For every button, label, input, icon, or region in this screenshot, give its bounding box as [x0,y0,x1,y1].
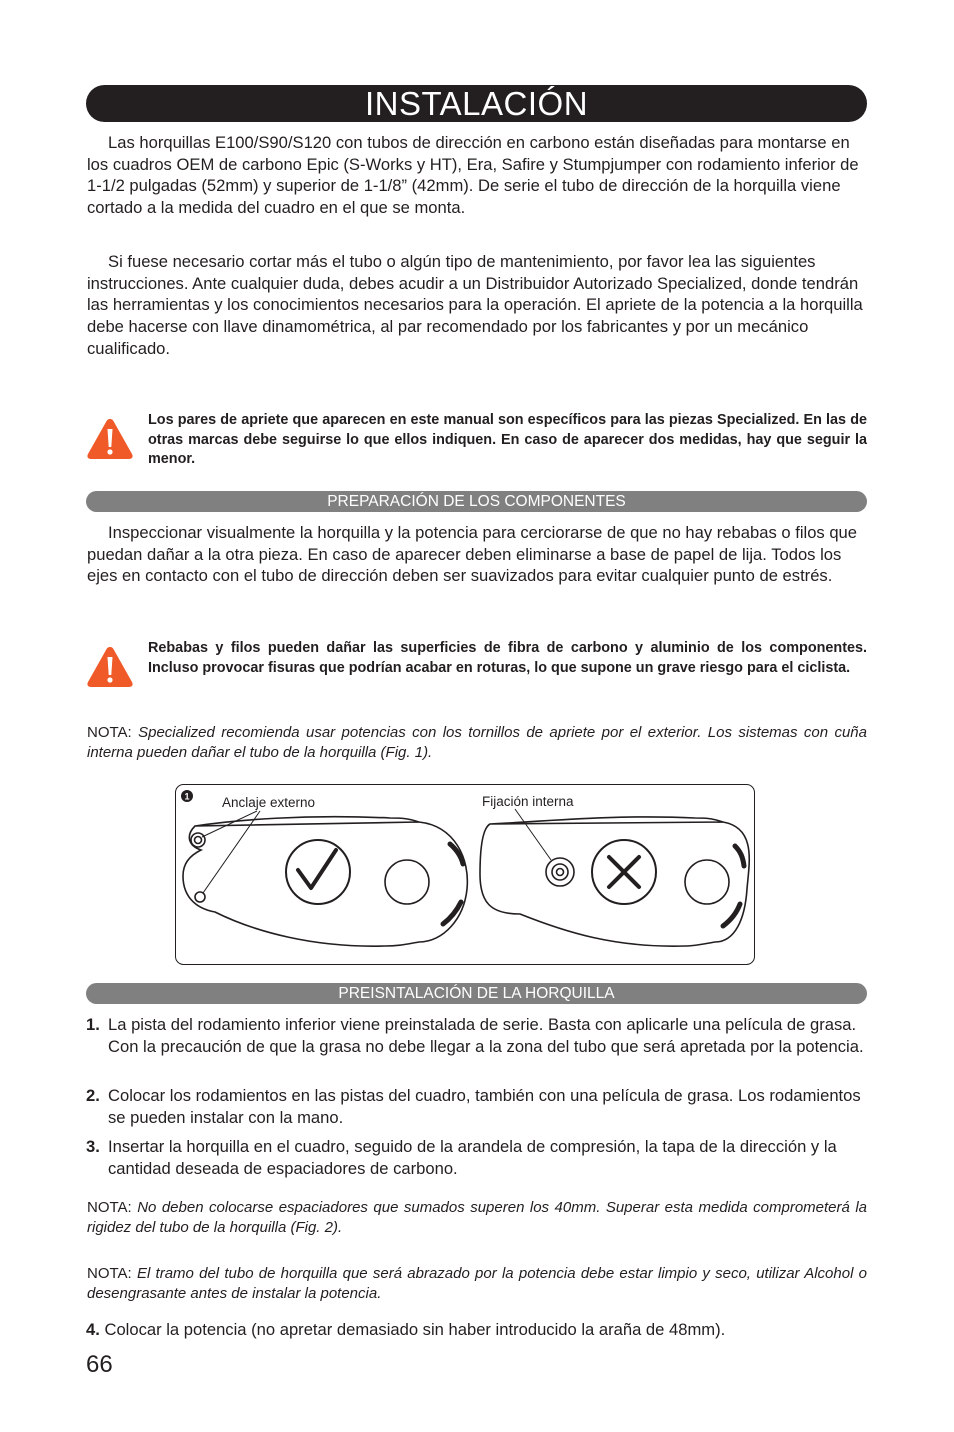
page-title: INSTALACIÓN [86,85,867,122]
list-item-text: La pista del rodamiento inferior viene preinstalada de serie. Basta con aplicarle una película de grasa. Con la precaución de que la grasa no debe llegar a la zona del tubo que será apretada por la potencia. [108,1015,864,1056]
warning-box-1 [86,411,867,481]
list-item [86,1085,867,1128]
list-item-text: Colocar la potencia (no apretar demasiado sin haber introducido la araña de 48mm). [99,1320,726,1339]
nota-text: El tramo del tubo de horquilla que será abrazado por la potencia debe estar limpio y seco, utilizar Alcohol o desengrasante antes de instalar la potencia. [87,1265,867,1302]
list-item-4 [86,1319,867,1341]
list-item [86,1136,867,1179]
list-item-text: Colocar los rodamientos en las pistas del cuadro, también con una película de grasa. Los rodamientos se pueden instalar con la mano. [108,1086,861,1127]
warning-triangle-icon [86,645,134,689]
intro-paragraph-2: Si fuese necesario cortar más el tubo o algún tipo de mantenimiento, por favor lea las siguientes instrucciones. Ante cualquier duda, debes acudir a un Distribuidor Autorizado Specialized, donde tendrán las herramientas y los conocimientos necesarios para la operación. El apriete de la potencia a la horquilla debe hacerse con llave dinamométrica, al par recomendado por los fabricantes y por un mecánico cualificado. [87,252,863,358]
warning-triangle-icon [86,417,134,461]
section-heading-preparacion: PREPARACIÓN DE LOS COMPONENTES [86,491,867,512]
nota-3 [87,1264,867,1303]
intro-paragraph-1: Las horquillas E100/S90/S120 con tubos de dirección en carbono están diseñadas para montarse en los cuadros OEM de carbono Epic (S-Works y HT), Era, Safire y Stumpjumper con rodamiento inferior de 1-1/2 pulgadas (52mm) y superior de 1-1/8” (42mm). De serie el tubo de dirección de la horquilla viene cortado a la medida del cuadro en el que se monta. [87,133,859,218]
list-item-text: Insertar la horquilla en el cuadro, seguido de la arandela de compresión, la tapa de la dirección y la cantidad deseada de espaciadores de carbono. [108,1137,837,1178]
label-fijacion-interna: Fijación interna [482,794,574,809]
page-number: 66 [86,1351,113,1378]
figure-1-stem-diagram [175,784,755,965]
nota-label: NOTA: [87,1265,132,1282]
nota-label: NOTA: [87,1199,132,1216]
list-item-number: 4. [86,1320,100,1339]
label-anclaje-externo: Anclaje externo [222,795,316,810]
preparacion-paragraph: Inspeccionar visualmente la horquilla y la potencia para cerciorarse de que no hay rebabas o filos que puedan dañar a la otra pieza. En caso de aparecer deben eliminarse a base de papel de lija. Todos los ejes en contacto con el tubo de dirección deben ser suavizados para evitar cualquier punto de estrés. [87,523,858,586]
warning-text-2: Rebabas y filos pueden dañar las superficies de fibra de carbono y aluminio de los componentes. Incluso provocar fisuras que podrían acabar en roturas, lo que supone un grave riesgo para el ciclista. [148,640,867,676]
nota-label: NOTA: [87,724,132,741]
warning-box-2 [86,639,867,709]
nota-text: Specialized recomienda usar potencias con los tornillos de apriete por el exterior. Los sistemas con cuña interna pueden dañar el tubo de la horquilla (Fig. 1). [87,724,867,761]
section-heading-preinstalacion: PREISNTALACIÓN DE LA HORQUILLA [86,983,867,1004]
nota-2 [87,1198,867,1237]
list-item-number: 3. [86,1137,100,1156]
figure-number: 1 [184,791,190,802]
nota-1 [87,723,867,762]
list-item [86,1014,867,1057]
list-item-number: 2. [86,1086,100,1105]
nota-text: No deben colocarse espaciadores que sumados superen los 40mm. Superar esta medida comprometerá la rigidez del tubo de la horquilla (Fig. 2). [87,1199,867,1236]
warning-text-1: Los pares de apriete que aparecen en este manual son específicos para las piezas Specialized. En las de otras marcas debe seguirse lo que ellos indiquen. En caso de aparecer dos medidas, hay que seguir la menor. [148,412,867,467]
list-item-number: 1. [86,1015,100,1034]
